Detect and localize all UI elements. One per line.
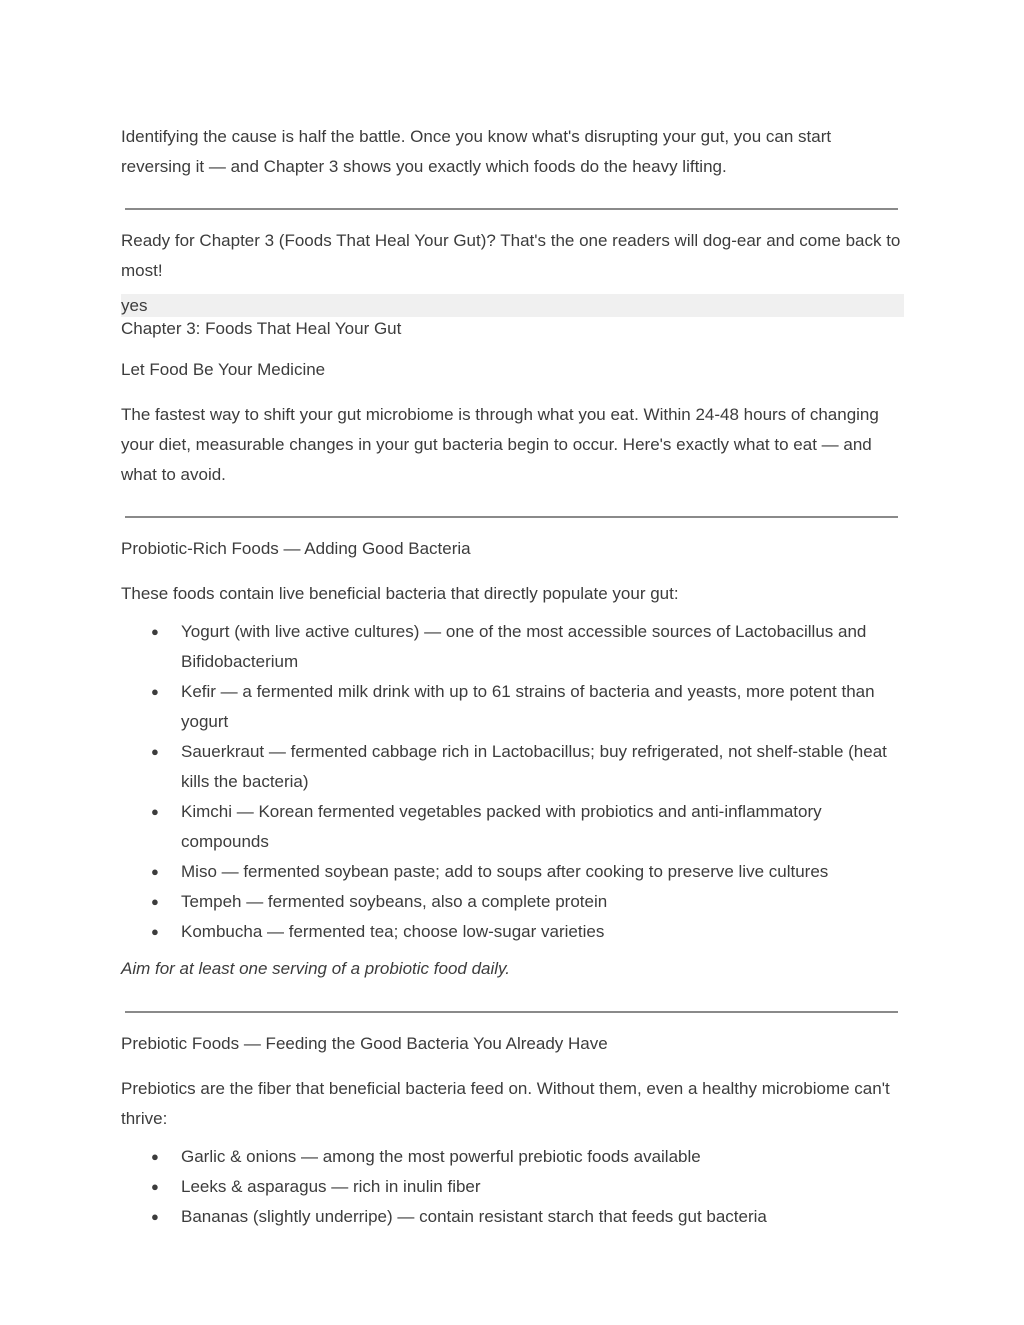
list-item	[121, 1172, 904, 1202]
list-item-text: Kefir — a fermented milk drink with up to 61 strains of bacteria and yeasts, more potent than yogurt	[181, 682, 875, 731]
chapter-intro-paragraph: The fastest way to shift your gut microbiome is through what you eat. Within 24-48 hours of changing your diet, measurable changes in your gut bacteria begin to occur. Here's exactly what to eat — and what to avoid.	[121, 405, 879, 484]
list-item	[121, 797, 904, 857]
list-item-text: Yogurt (with live active cultures) — one of the most accessible sources of Lactobacillus and Bifidobacterium	[181, 622, 867, 671]
list-item	[121, 917, 904, 947]
list-item	[121, 887, 904, 917]
prebiotic-intro-paragraph: Prebiotics are the fiber that beneficial bacteria feed on. Without them, even a healthy microbiome can't thrive:	[121, 1079, 890, 1128]
list-item-text: Leeks & asparagus — rich in inulin fiber	[181, 1177, 481, 1196]
bullet-icon: ●	[151, 744, 159, 759]
document-page	[121, 122, 904, 1232]
divider	[125, 516, 898, 518]
divider	[125, 208, 898, 210]
probiotic-intro-paragraph: These foods contain live beneficial bacteria that directly populate your gut:	[121, 584, 679, 603]
list-item-text: Kombucha — fermented tea; choose low-sugar varieties	[181, 922, 605, 941]
user-reply-message: yes	[121, 294, 904, 317]
list-item	[121, 617, 904, 677]
bullet-icon: ●	[151, 1209, 159, 1224]
prebiotic-food-list	[121, 1142, 904, 1232]
list-item	[121, 677, 904, 737]
intro-tail-paragraph: Identifying the cause is half the battle. Once you know what's disrupting your gut, you can start reversing it — and Chapter 3 shows you exactly which foods do the heavy lifting.	[121, 127, 832, 176]
list-item	[121, 857, 904, 887]
chapter-title: Chapter 3: Foods That Heal Your Gut	[121, 319, 402, 338]
list-item-text: Sauerkraut — fermented cabbage rich in Lactobacillus; buy refrigerated, not shelf-stable (heat kills the bacteria)	[181, 742, 887, 791]
list-item-text: Kimchi — Korean fermented vegetables packed with probiotics and anti-inflammatory compounds	[181, 802, 822, 851]
bullet-icon: ●	[151, 894, 159, 909]
divider	[125, 1011, 898, 1013]
prompt-question-paragraph: Ready for Chapter 3 (Foods That Heal Your Gut)? That's the one readers will dog-ear and come back to most!	[121, 231, 901, 280]
prebiotic-heading: Prebiotic Foods — Feeding the Good Bacteria You Already Have	[121, 1034, 608, 1053]
list-item-text: Miso — fermented soybean paste; add to soups after cooking to preserve live cultures	[181, 862, 829, 881]
probiotic-food-list	[121, 617, 904, 947]
bullet-icon: ●	[151, 924, 159, 939]
bullet-icon: ●	[151, 1149, 159, 1164]
list-item	[121, 1202, 904, 1232]
list-item-text: Tempeh — fermented soybeans, also a complete protein	[181, 892, 608, 911]
list-item	[121, 737, 904, 797]
bullet-icon: ●	[151, 804, 159, 819]
bullet-icon: ●	[151, 684, 159, 699]
probiotic-note: Aim for at least one serving of a probiotic food daily.	[121, 959, 510, 978]
list-item-text: Garlic & onions — among the most powerful prebiotic foods available	[181, 1147, 701, 1166]
chapter-subtitle: Let Food Be Your Medicine	[121, 360, 326, 379]
bullet-icon: ●	[151, 1179, 159, 1194]
bullet-icon: ●	[151, 864, 159, 879]
list-item	[121, 1142, 904, 1172]
bullet-icon: ●	[151, 624, 159, 639]
list-item-text: Bananas (slightly underripe) — contain resistant starch that feeds gut bacteria	[181, 1207, 767, 1226]
probiotic-heading: Probiotic-Rich Foods — Adding Good Bacteria	[121, 539, 471, 558]
